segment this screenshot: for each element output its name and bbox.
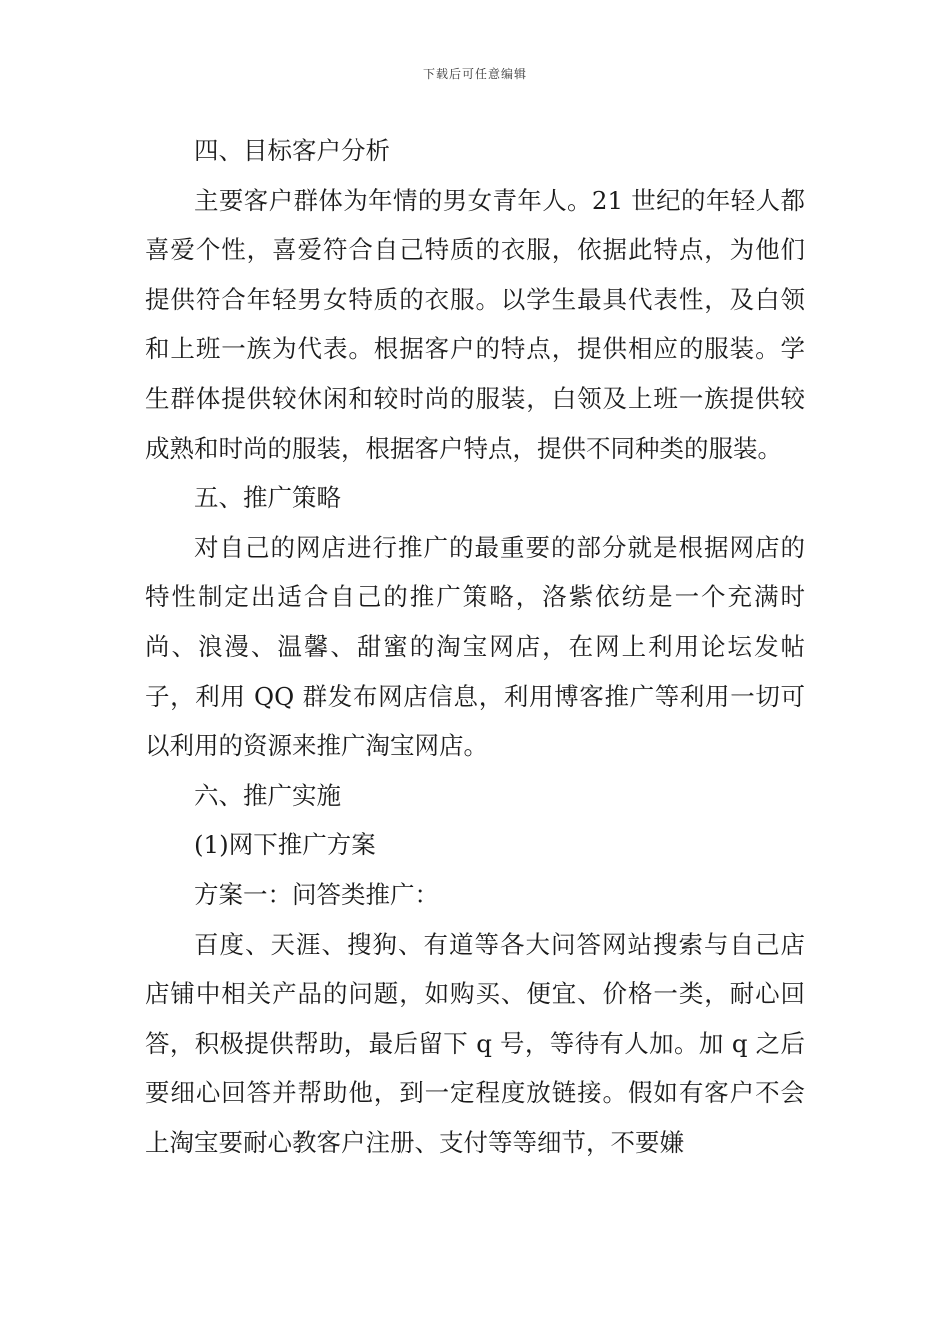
heading-promotion-strategy: 五、推广策略: [194, 483, 341, 513]
paragraph-qa-promotion: 百度、天涯、搜狗、有道等各大问答网站搜索与自己店店铺中相关产品的问题，如购买、便宜、价格一类，耐心回答，积极提供帮助，最后留下 q 号，等待有人加。加 q 之后要细心回答并帮助他，到一定程度放链接。假如有客户不会上淘宝要耐心教客户注册、支付等等细节，不要嫌: [145, 929, 805, 1157]
heading-promotion-implementation: 六、推广实施: [194, 780, 341, 810]
paragraph-promotion-strategy: 对自己的网店进行推广的最重要的部分就是根据网店的特性制定出适合自己的推广策略，洛紫依纺是一个充满时尚、浪漫、温馨、甜蜜的淘宝网店，在网上利用论坛发帖子，利用 QQ 群发布网店信息，利用博客推广等利用一切可以利用的资源来推广淘宝网店。: [145, 532, 805, 761]
paragraph-target-customers: 主要客户群体为年情的男女青年人。21 世纪的年轻人都喜爱个性，喜爱符合自己特质的衣服，依据此特点，为他们提供符合年轻男女特质的衣服。以学生最具代表性，及白领和上班一族为代表。根据客户的特点，提供相应的服装。学生群体提供较休闲和较时尚的服装，白领及上班一族提供较成熟和时尚的服装，根据客户特点，提供不同种类的服装。: [145, 185, 805, 463]
document-body: [145, 126, 805, 1167]
subheading-plan-one: 方案一：问答类推广：: [194, 879, 439, 909]
subheading-offline-plan: (1)网下推广方案: [194, 830, 376, 860]
heading-target-customers: 四、目标客户分析: [194, 136, 390, 165]
page-header: 下载后可任意编辑: [422, 67, 527, 81]
